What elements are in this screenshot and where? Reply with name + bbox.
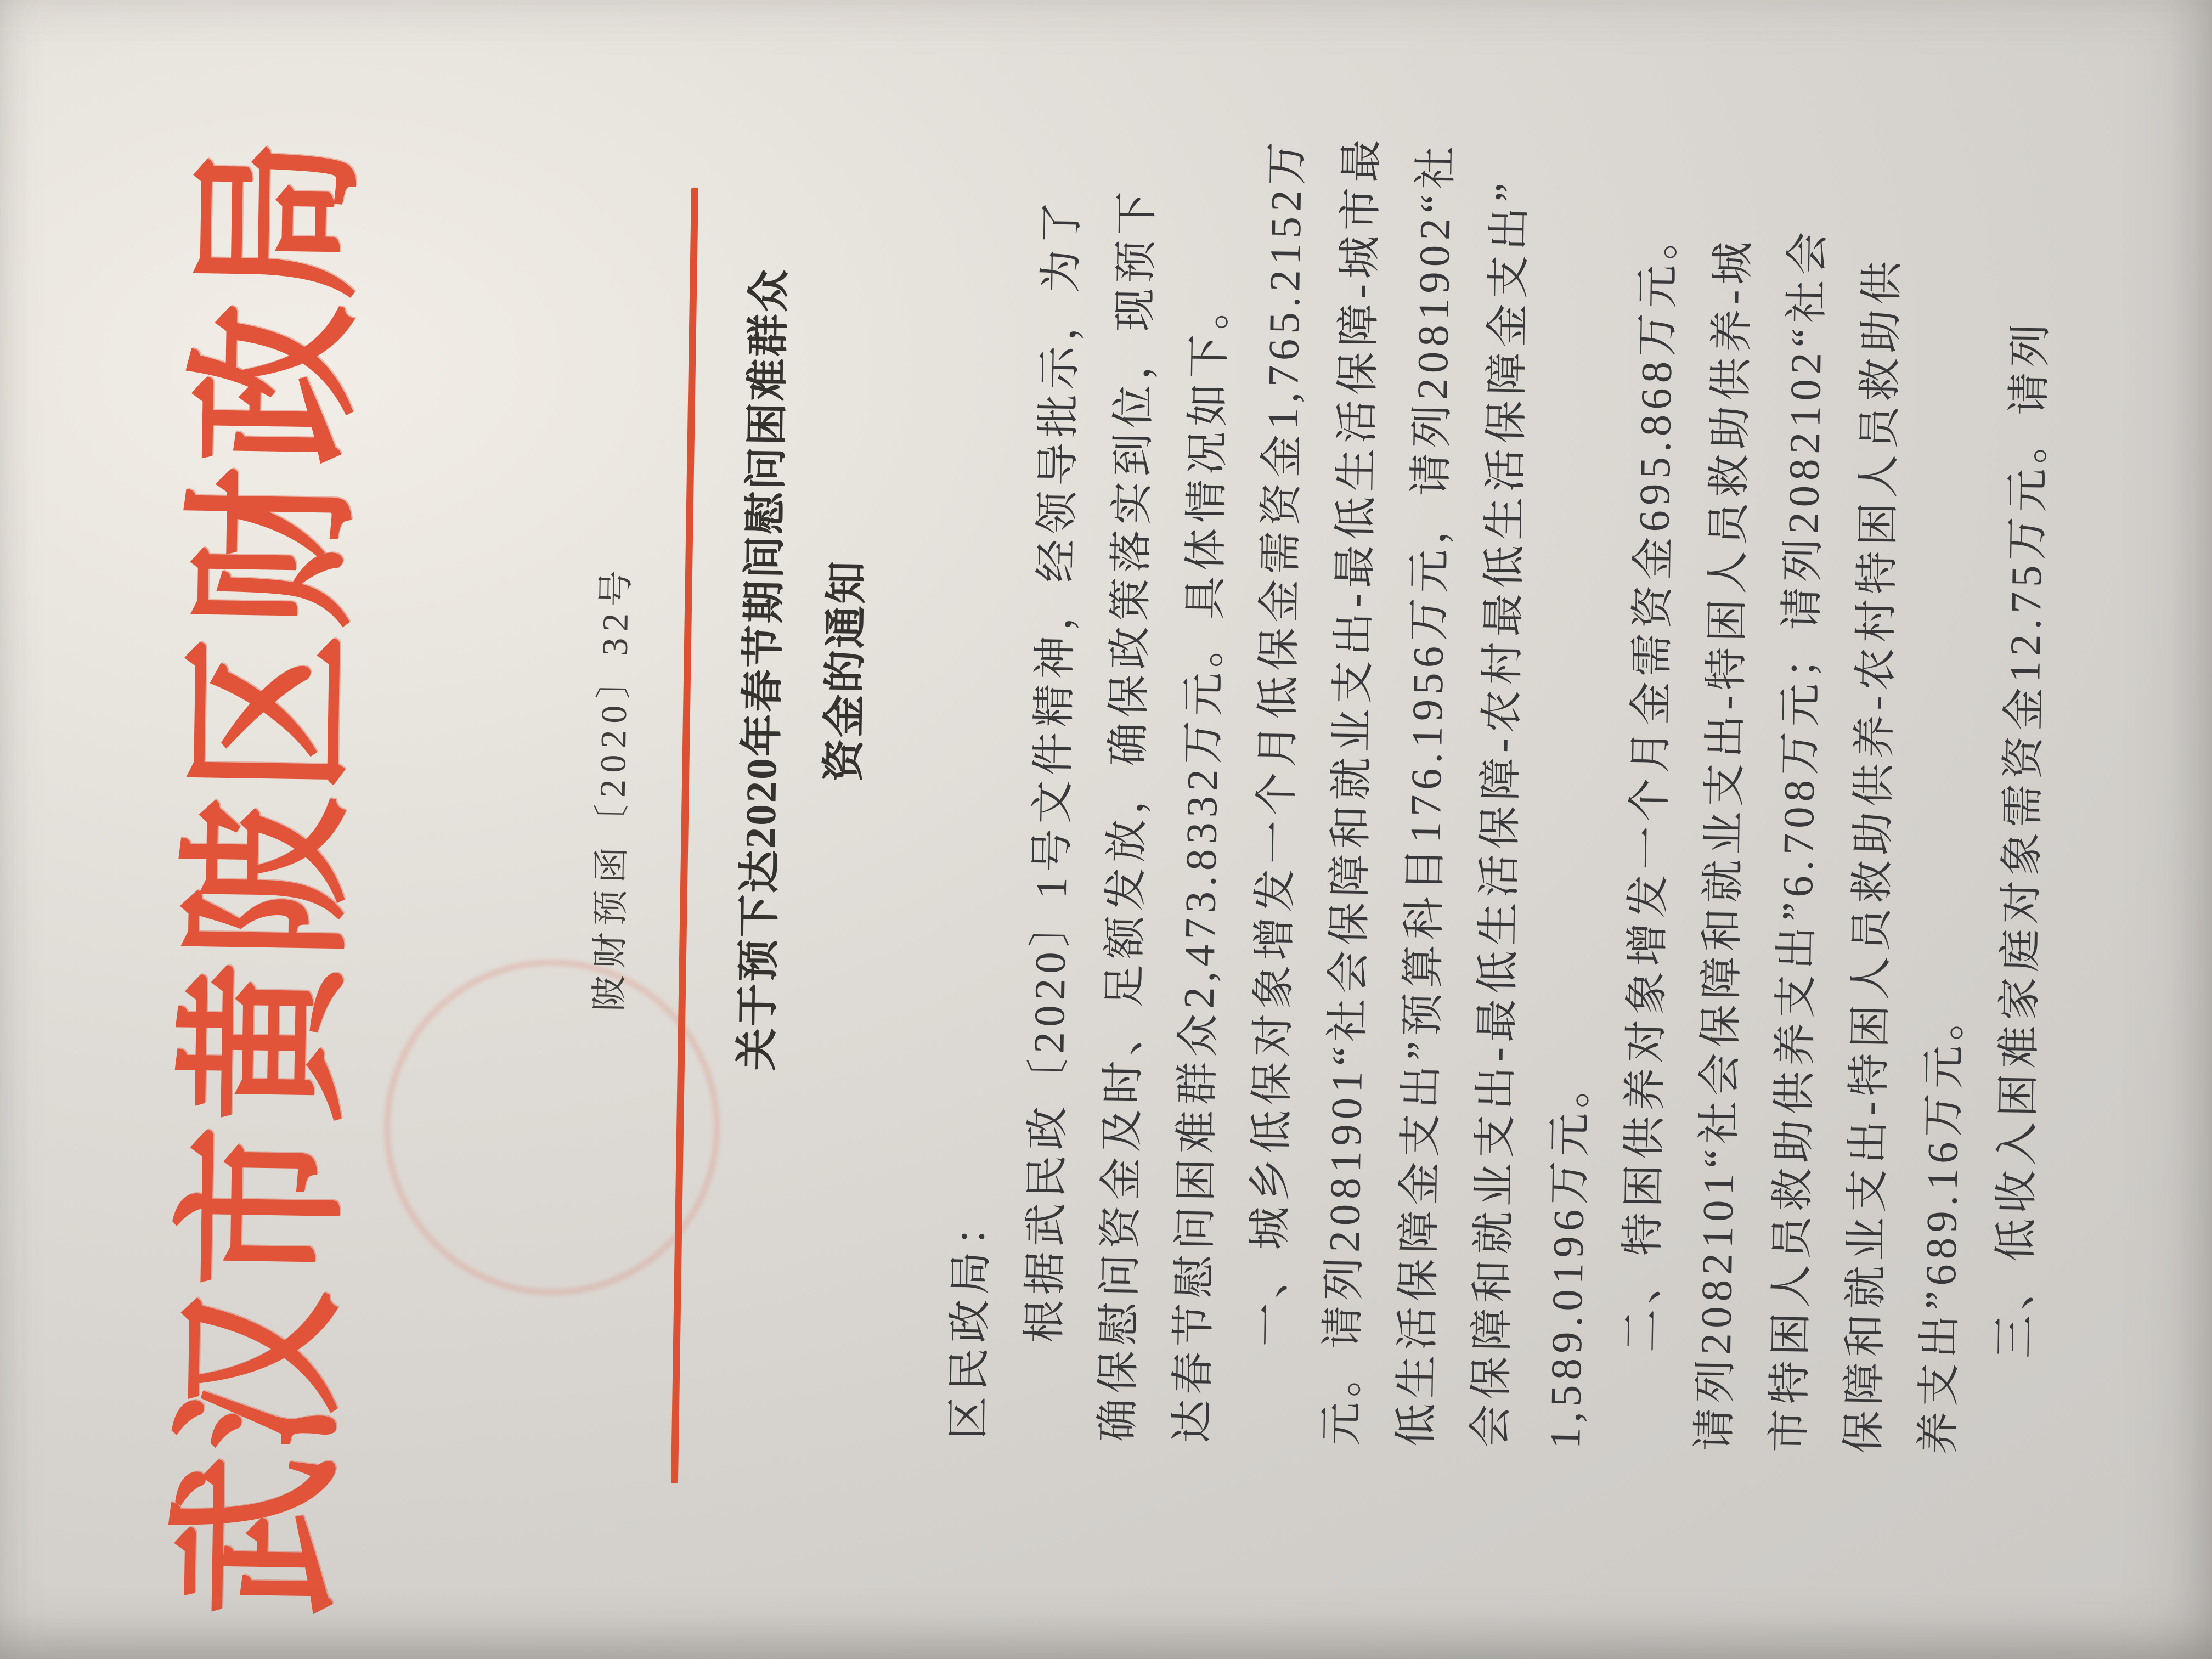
- body-line: 会保障和就业支出-最低生活保障-农村最低生活保障金支出”: [1467, 177, 1535, 1448]
- red-separator-line: [671, 188, 698, 1483]
- body-line: 确保慰问资金及时、足额发放，确保政策落实到位，现预下: [1094, 186, 1162, 1442]
- body-line: 保障和就业支出-特困人员救助供养-农村特困人员救助供: [1840, 256, 1907, 1454]
- document-title-line2: 资金的通知: [820, 559, 871, 782]
- body-line: 低生活保障金支出”预算科目176.1956万元，请列2081902“社: [1392, 140, 1461, 1447]
- body-line: 市特困人员救助供养支出”6.708万元；请列2082102“社会: [1765, 226, 1833, 1453]
- agency-header: 武汉市黄陂区财政局: [160, 133, 379, 1618]
- body-line: 请列2082101“社会保障和就业支出-特困人员救助供养-城: [1691, 236, 1758, 1452]
- body-text-block: [932, 133, 2071, 1457]
- body-line: 元。请列2081901“社会保障和就业支出-最低生活保障-城市最: [1318, 134, 1386, 1446]
- body-line: 二、特困供养对象增发一个月金需资金695.868万元。: [1617, 211, 1684, 1353]
- official-stamp: [381, 957, 723, 1298]
- document-number: 陂财预函〔2020〕32号: [589, 563, 637, 1012]
- body-line: 根据武民政〔2020〕1号文件精神，经领导批示，为了: [1021, 196, 1087, 1344]
- body-line: 一、城乡低保对象增发一个月低保金需资金1,765.2152万: [1245, 136, 1312, 1347]
- body-line: 三、低收入困难家庭对象需资金12.75万元。请列: [1990, 318, 2055, 1359]
- body-line: 达春节慰问困难群众2,473.8332万元。具体情况如下。: [1169, 281, 1235, 1444]
- recipient-line: 区民政局：: [945, 1198, 997, 1440]
- body-line: 1,589.0196万元。: [1542, 1059, 1596, 1449]
- body-line: 养支出”689.16万元。: [1915, 991, 1970, 1455]
- document-title-line1: 关于预下达2020年春节期间慰问困难群众: [732, 267, 793, 1071]
